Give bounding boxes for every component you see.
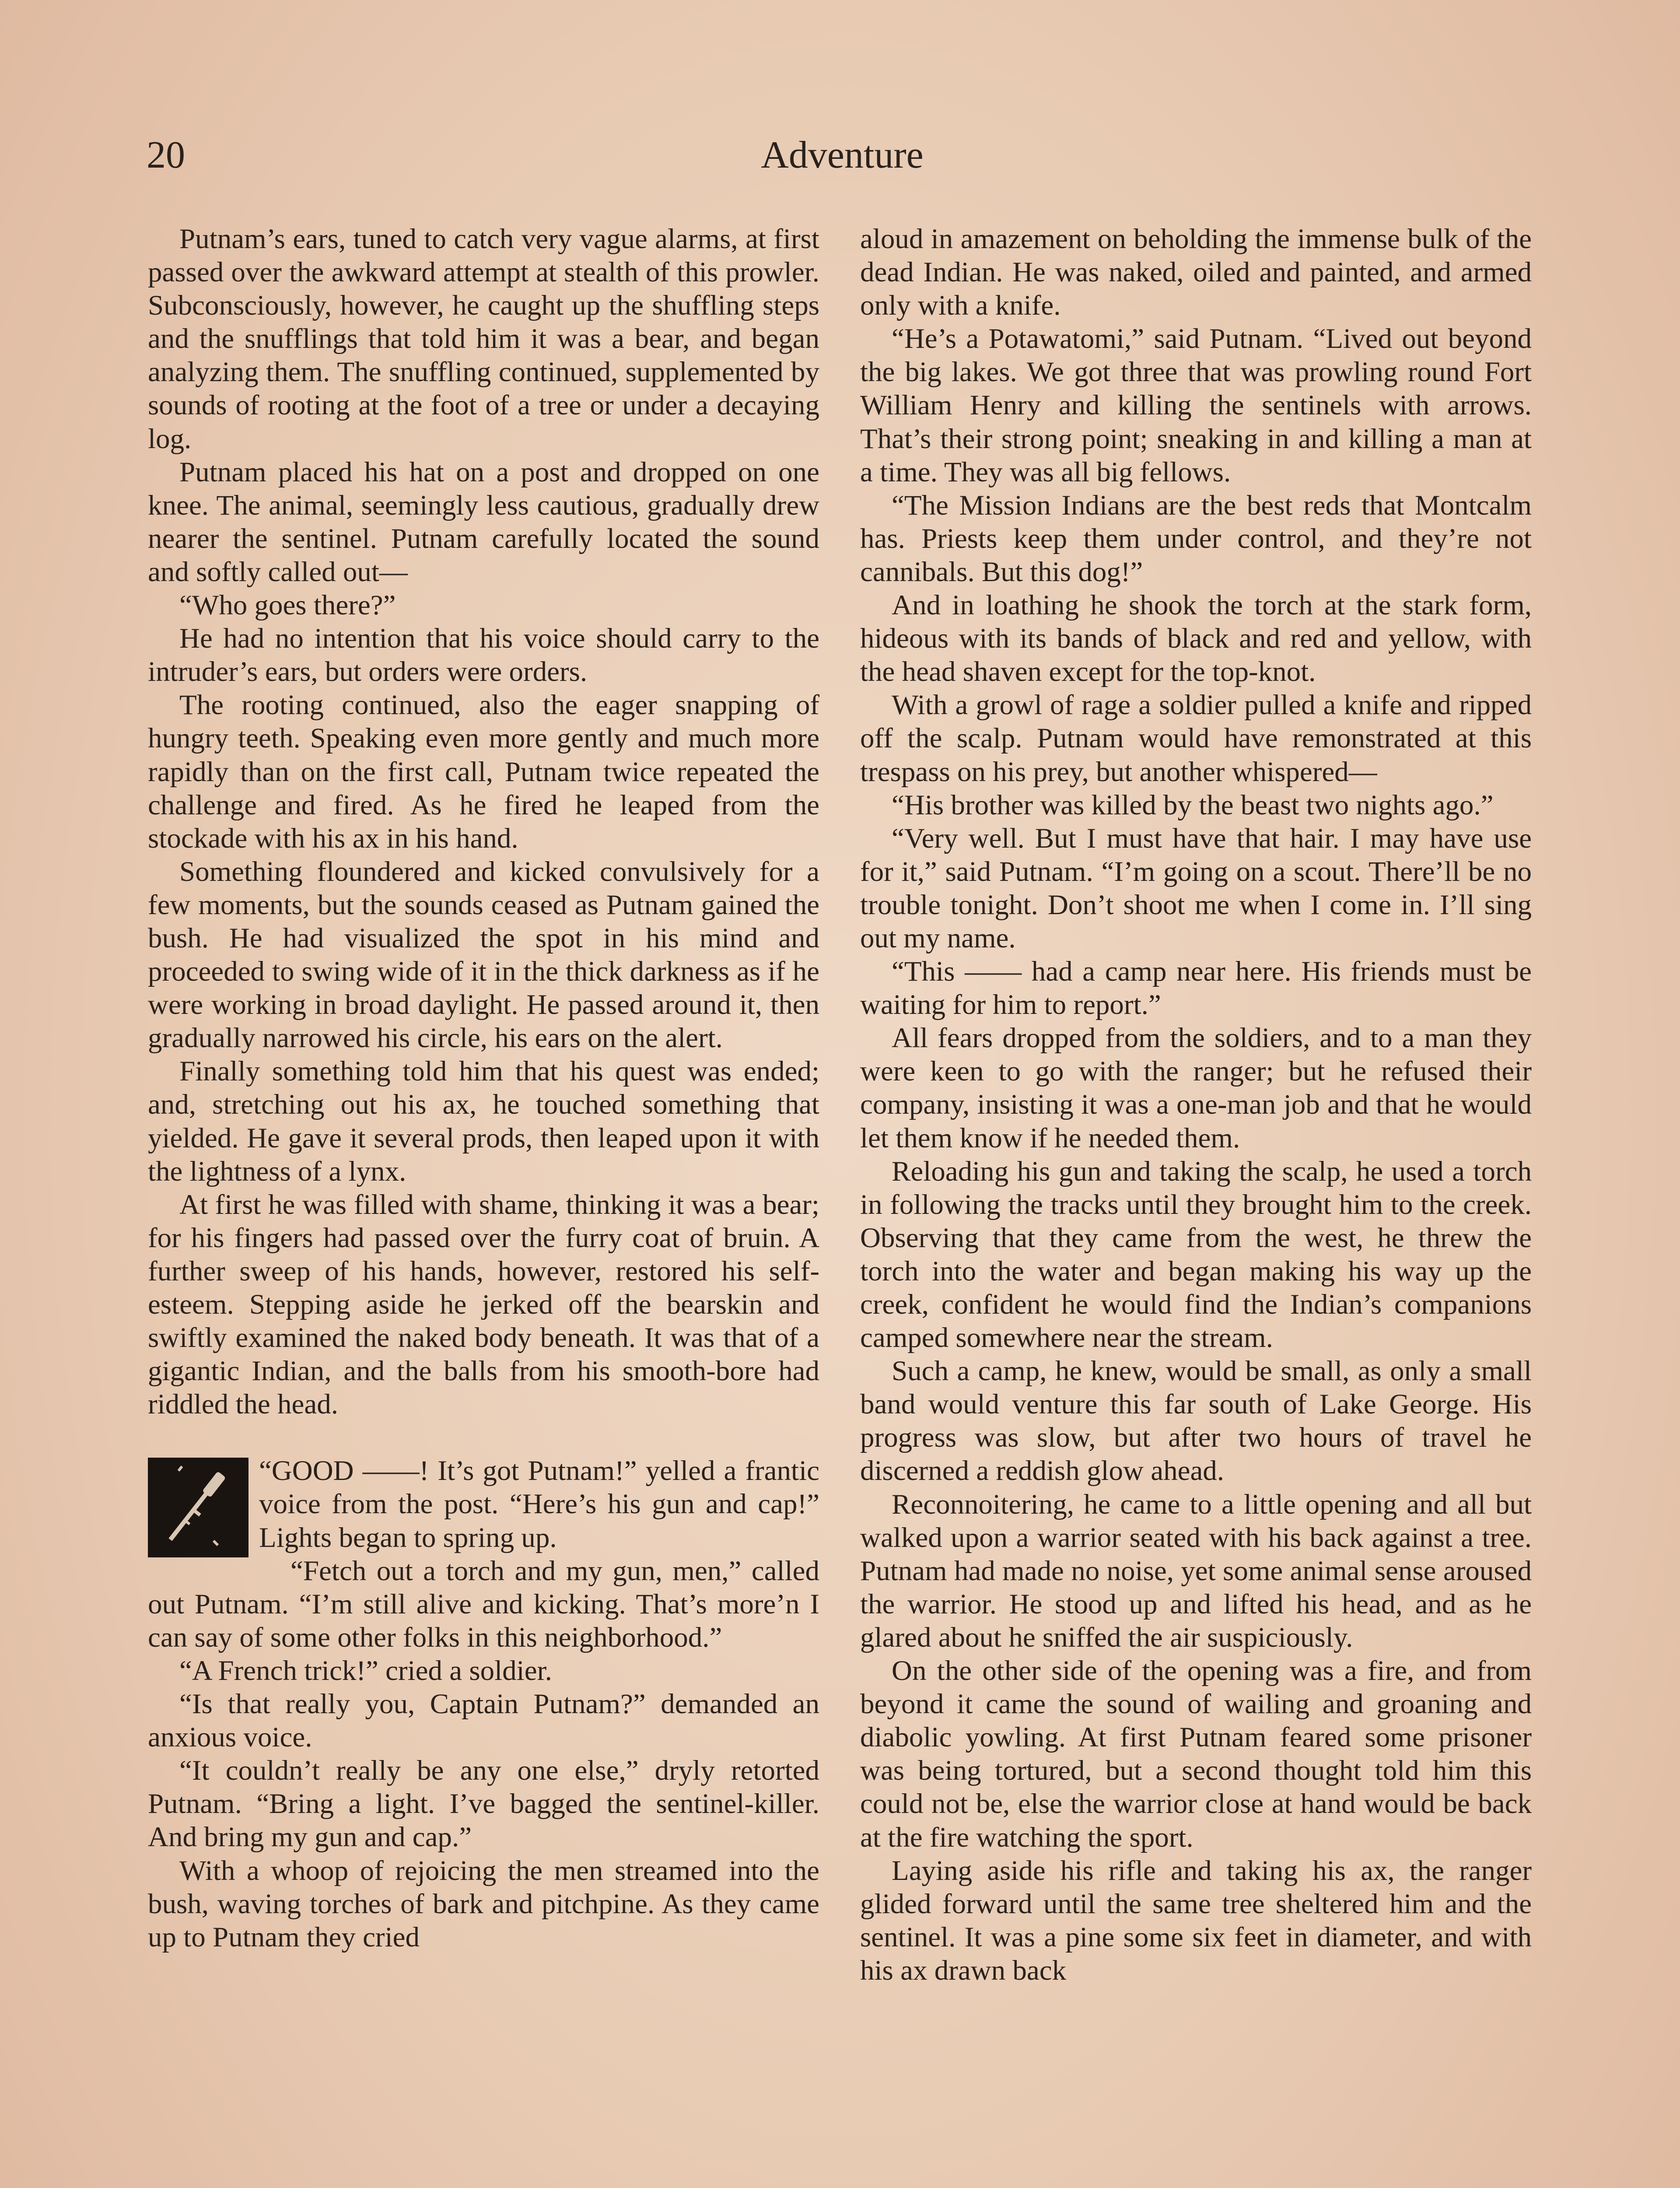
- paragraph: “It couldn’t really be any one else,” dryly retorted Putnam. “Bring a light. I’ve bagged the sentinel-killer. And bring my gun and cap.”: [148, 1755, 819, 1853]
- paragraph: “Fetch out a torch and my gun, men,” called out Putnam. “I’m still alive and kicking. That’s more’n I can say of some other folks in this neighborhood.”: [148, 1555, 819, 1653]
- page-header: [147, 129, 1538, 190]
- paragraph: With a whoop of rejoicing the men streamed into the bush, waving torches of bark and pitchpine. As they came up to Putnam they cried: [148, 1855, 819, 1953]
- running-title: Adventure: [761, 134, 924, 176]
- paragraph: “A French trick!” cried a soldier.: [179, 1655, 552, 1687]
- paragraph: aloud in amazement on beholding the immense bulk of the dead Indian. He was naked, oiled and painted, and armed only with a knife.: [860, 223, 1532, 322]
- paragraph: At first he was filled with shame, thinking it was a bear; for his fingers had passed over the furry coat of bruin. A further sweep of his hands, however, restored his self-esteem. Stepping aside he jerked off the bearskin and swiftly examined the naked body beneath. It was that of a gigantic Indian, and the balls from his smooth-bore had riddled the head.: [148, 1189, 819, 1420]
- paragraph: “Very well. But I must have that hair. I may have use for it,” said Putnam. “I’m going on a scout. There’ll be no trouble tonight. Don’t shoot me when I come in. I’ll sing out my name.: [860, 822, 1532, 954]
- paragraph: Finally something told him that his quest was ended; and, stretching out his ax, he touched something that yielded. He gave it several prods, then leaped upon it with the lightness of a lynx.: [148, 1055, 819, 1187]
- page-number: 20: [147, 134, 185, 176]
- paragraph: He had no intention that his voice should carry to the intruder’s ears, but orders were orders.: [148, 623, 819, 688]
- paragraph: “His brother was killed by the beast two nights ago.”: [892, 789, 1494, 821]
- paragraph: On the other side of the opening was a fire, and from beyond it came the sound of wailing and groaning and diabolic yowling. At first Putnam feared some prisoner was being tortured, but a second thought told him this could not be, else the warrior close at hand would be back at the fire watching the sport.: [860, 1655, 1532, 1853]
- paragraph: Such a camp, he knew, would be small, as only a small band would venture this far south of Lake George. His progress was slow, but after two hours of travel he discerned a reddish glow ahead.: [860, 1355, 1532, 1487]
- paragraph: “Is that really you, Captain Putnam?” demanded an anxious voice.: [148, 1688, 819, 1753]
- paragraph: Putnam placed his hat on a post and dropped on one knee. The animal, seemingly less cautious, gradually drew nearer the sentinel. Putnam carefully located the sound and softly called out—: [148, 456, 819, 588]
- paragraph: “This —— had a camp near here. His friends must be waiting for him to report.”: [860, 956, 1532, 1021]
- paragraph: “GOOD ——! It’s got Putnam!” yelled a frantic voice from the post. “Here’s his gun and cap!” Lights began to spring up.: [259, 1455, 819, 1553]
- paragraph: Putnam’s ears, tuned to catch very vague alarms, at first passed over the awkward attempt at stealth of this prowler. Subconsciously, however, he caught up the shuffling steps and the snufflings that told him it was a bear, and began analyzing them. The snuffling continued, supplemented by sounds of rooting at the foot of a tree or under a decaying log.: [148, 223, 819, 455]
- paragraph: Laying aside his rifle and taking his ax, the ranger glided forward until the same tree sheltered him and the sentinel. It was a pine some six feet in diameter, and with his ax drawn back: [860, 1855, 1532, 1986]
- rifle-icon: [148, 1458, 248, 1557]
- paragraph: All fears dropped from the soldiers, and to a man they were keen to go with the ranger; but he refused their company, insisting it was a one-man job and that he would let them know if he needed them.: [860, 1022, 1532, 1154]
- paragraph: Reloading his gun and taking the scalp, he used a torch in following the tracks until they brought him to the creek. Observing that they came from the west, he threw the torch into the water and began making his way up the creek, confident he would find the Indian’s companions camped somewhere near the stream.: [860, 1155, 1532, 1354]
- paragraph: Something floundered and kicked convulsively for a few moments, but the sounds ceased as Putnam gained the bush. He had visualized the spot in his mind and proceeded to swing wide of it in the thick darkness as if he were working in broad daylight. He passed around it, then gradually narrowed his circle, his ears on the alert.: [148, 856, 819, 1054]
- paragraph: “Who goes there?”: [179, 589, 396, 621]
- right-column: [860, 222, 1532, 1987]
- paragraph: Reconnoitering, he came to a little opening and all but walked upon a warrior seated with his back against a tree. Putnam had made no noise, yet some animal sense aroused the warrior. He stood up and lifted his head, and as he glared about he sniffed the air suspiciously.: [860, 1488, 1532, 1653]
- section-break-paragraph: [148, 1454, 819, 1554]
- paragraph: “He’s a Potawatomi,” said Putnam. “Lived out beyond the big lakes. We got three that was prowling round Fort William Henry and killing the sentinels with arrows. That’s their strong point; sneaking in and killing a man at a time. They was all big fellows.: [860, 323, 1532, 488]
- left-column: [148, 222, 819, 1954]
- paragraph: And in loathing he shook the torch at the stark form, hideous with its bands of black and red and yellow, with the head shaven except for the top-knot.: [860, 589, 1532, 688]
- paragraph: With a growl of rage a soldier pulled a knife and ripped off the scalp. Putnam would have remonstrated at this trespass on his prey, but another whispered—: [860, 689, 1532, 788]
- paragraph: “The Mission Indians are the best reds that Montcalm has. Priests keep them under control, and they’re not cannibals. But this dog!”: [860, 489, 1532, 588]
- paragraph: The rooting continued, also the eager snapping of hungry teeth. Speaking even more gently and much more rapidly than on the first call, Putnam twice repeated the challenge and fired. As he fired he leaped from the stockade with his ax in his hand.: [148, 689, 819, 854]
